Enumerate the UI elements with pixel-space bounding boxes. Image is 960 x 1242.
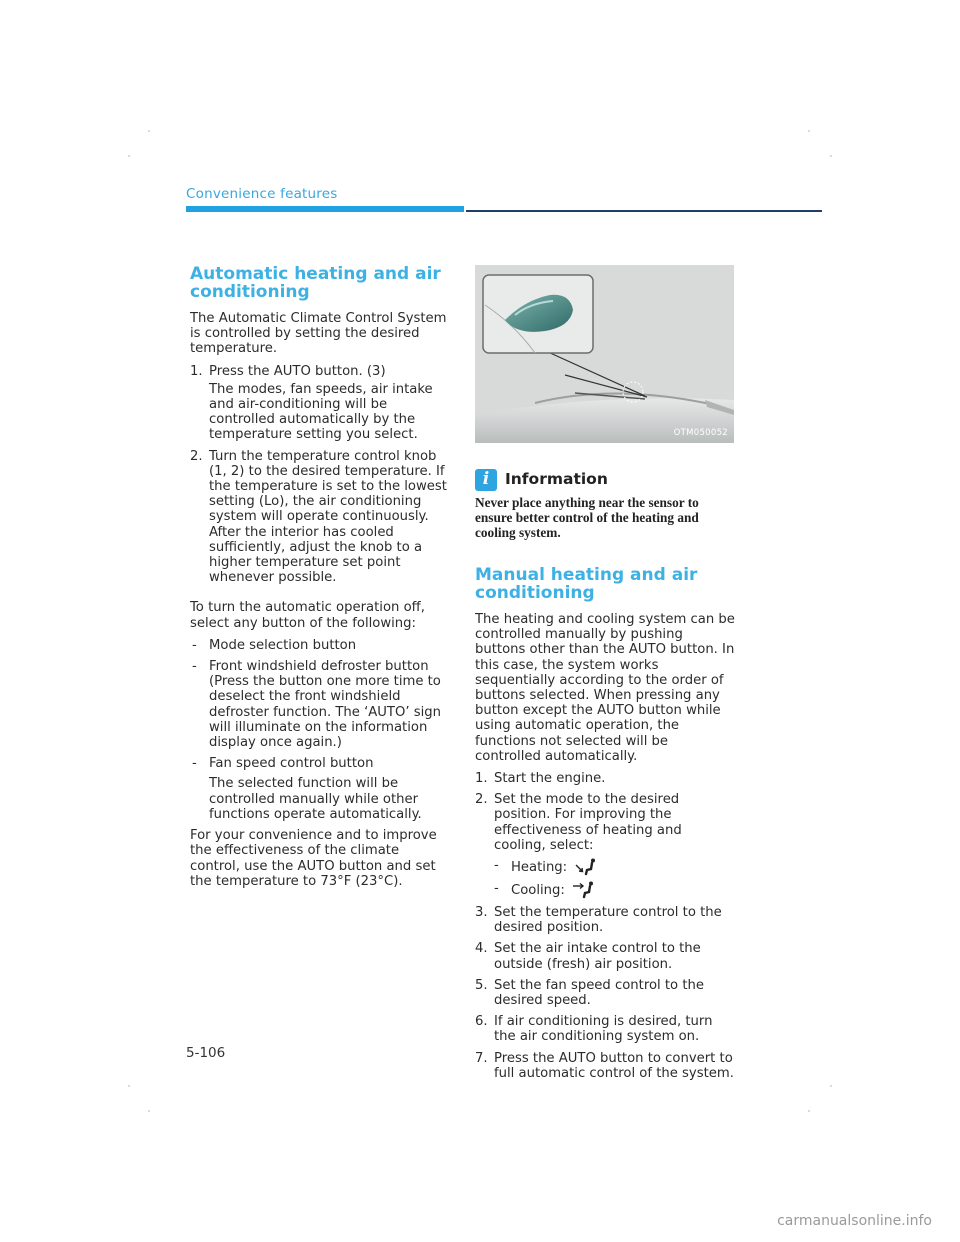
intro-paragraph: The Automatic Climate Control System is controlled by setting the desired temperature. [190, 311, 447, 357]
manual-step-5 [475, 978, 735, 1008]
step-number: 7. [475, 1050, 488, 1066]
manual-step-2 [475, 792, 735, 899]
step-text: Press the AUTO button. (3) [209, 363, 386, 379]
step-text: Set the temperature control to the desired position. [494, 905, 722, 936]
face-vent-icon [572, 881, 596, 899]
info-icon: i [475, 469, 497, 491]
watermark: carmanualsonline.info [777, 1213, 932, 1229]
step-text: Turn the temperature control knob (1, 2) to the desired temperature. If the temperature is set to the lowest setting (Lo), the air conditioning system will operate continuously. After the interior has cooled sufficiently, adjust the knob to a higher temperature set point whenever possible. [209, 448, 447, 586]
step-text: Set the mode to the desired position. For improving the effectiveness of heating and cooling, select: [494, 792, 682, 853]
crop-mark [148, 130, 150, 132]
off-option-fan [190, 756, 450, 822]
info-text: Never place anything near the sensor to ensure better control of the heating and cooling system. [475, 495, 699, 540]
list-dash: - [494, 881, 499, 897]
manual-step-6 [475, 1014, 735, 1044]
list-dash: - [192, 659, 197, 675]
crop-mark [808, 130, 810, 132]
crop-mark [830, 1085, 832, 1087]
figure-code: OTM050052 [673, 427, 728, 438]
step-detail: The modes, fan speeds, air intake and air-conditioning will be controlled automatically by the temperature setting you select. [209, 381, 433, 443]
mode-option-heating [494, 858, 735, 876]
manual-step-7 [475, 1051, 735, 1081]
step-text: Set the fan speed control to the desired speed. [494, 977, 704, 1009]
mode-option-label: Cooling: [511, 883, 565, 899]
left-column [190, 265, 450, 896]
step-number: 2. [190, 448, 203, 464]
step-number: 5. [475, 977, 488, 993]
manual-intro: The heating and cooling system can be controlled manually by pushing buttons other than the AUTO button. In this case, the system works sequentially according to the order of buttons selected. When pressing any button except the AUTO button while using automatic operation, the functions not selected will be controlled automatically. [475, 612, 735, 764]
list-dash: - [192, 637, 197, 653]
step-number: 4. [475, 941, 488, 957]
mode-option-cooling [494, 881, 735, 899]
list-dash: - [192, 756, 197, 772]
page-number: 5-106 [186, 1045, 226, 1061]
off-option-text: Mode selection button [209, 637, 357, 653]
manual-step-1 [475, 771, 735, 786]
step-number: 1. [190, 363, 203, 379]
section-heading-automatic: Automatic heating and air conditioning [190, 264, 441, 302]
step-number: 1. [475, 771, 488, 787]
manual-step-3 [475, 905, 735, 935]
turn-off-intro: To turn the automatic operation off, select any button of the following: [190, 600, 425, 631]
step-number: 2. [475, 792, 488, 808]
step-number: 6. [475, 1014, 488, 1030]
crop-mark [808, 1110, 810, 1112]
header-accent-bar [186, 206, 464, 212]
step-number: 3. [475, 905, 488, 921]
crop-mark [830, 155, 832, 157]
off-option-text: Front windshield defroster button (Press the button one more time to deselect the front windshield defroster function. The ‘AUTO’ sign will illuminate on the information display once again.) [209, 659, 442, 751]
closing-paragraph: For your convenience and to improve the effectiveness of the climate control, use the AUTO button and set the temperature to 73°F (23°C). [190, 828, 437, 889]
crop-mark [128, 155, 130, 157]
right-column [475, 265, 735, 1087]
crop-mark [128, 1085, 130, 1087]
section-heading-manual: Manual heating and air conditioning [475, 565, 698, 603]
floor-vent-icon [574, 858, 598, 876]
list-dash: - [494, 858, 499, 874]
off-option-mode [190, 638, 450, 653]
crop-mark [148, 1110, 150, 1112]
mode-option-label: Heating: [511, 860, 568, 876]
step-text: Press the AUTO button to convert to full automatic control of the system. [494, 1050, 734, 1081]
step-text: Set the air intake control to the outside (fresh) air position. [494, 941, 701, 972]
off-option-text: Fan speed control button [209, 756, 374, 772]
manual-step-4 [475, 941, 735, 971]
info-box-header [475, 469, 735, 491]
off-option-note: The selected function will be controlled manually while other functions operate automatically. [209, 776, 422, 822]
step-text: If air conditioning is desired, turn the air conditioning system on. [494, 1014, 713, 1045]
auto-step-2 [190, 449, 450, 586]
header-rule [466, 210, 822, 212]
auto-step-1 [190, 364, 450, 443]
step-text: Start the engine. [494, 771, 606, 787]
off-option-defroster [190, 659, 450, 750]
info-title: Information [505, 470, 608, 489]
running-header: Convenience features [186, 186, 338, 202]
sensor-illustration [475, 265, 734, 443]
dashboard-sensor-drawing [475, 265, 734, 443]
